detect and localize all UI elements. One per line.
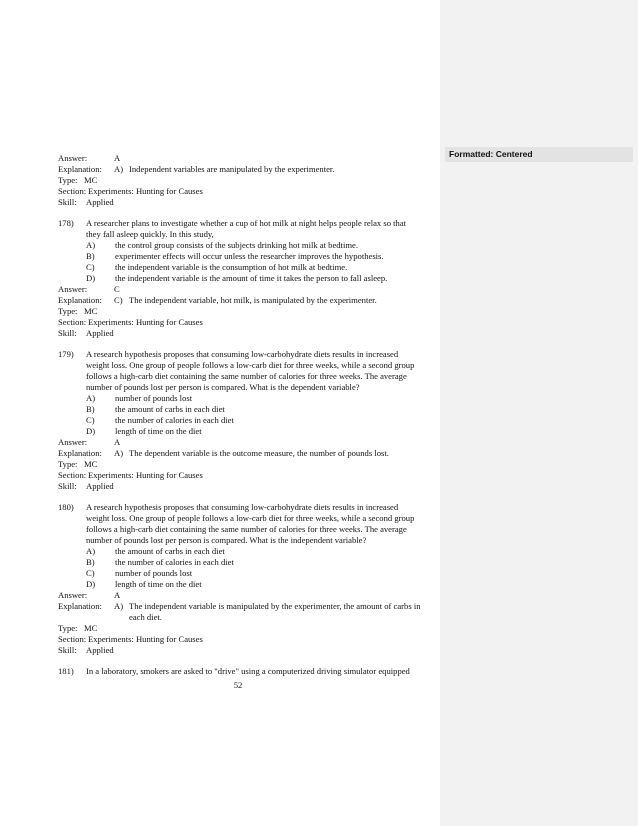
question-stem-line xyxy=(58,524,430,535)
answer-option xyxy=(58,557,430,568)
skill-line: Skill: Applied xyxy=(58,481,114,491)
answer-option xyxy=(58,251,430,262)
question-stem: A research hypothesis proposes that consuming low-carbohydrate diets results in increased xyxy=(86,349,399,359)
option-letter: A) xyxy=(86,393,96,403)
option-letter: A) xyxy=(86,240,96,250)
answer-line: Answer: C xyxy=(58,284,120,294)
option-text: the independent variable is the amount of time it takes the person to fall asleep. xyxy=(115,273,388,283)
question-stem-line xyxy=(58,371,430,382)
answer-option xyxy=(58,240,430,251)
formatting-comment-balloon[interactable] xyxy=(445,147,633,162)
question-stem: A research hypothesis proposes that consuming low-carbohydrate diets results in increased xyxy=(86,502,399,512)
question-stem: follows a high-carb diet containing the same number of calories for three weeks. The average xyxy=(86,371,407,381)
question-stem: A researcher plans to investigate whether a cup of hot milk at night helps people relax so that xyxy=(86,218,407,228)
page-number: 52 xyxy=(233,680,243,690)
question-number: 178) xyxy=(58,218,74,228)
answer-line: Answer: A xyxy=(58,590,121,600)
option-text: the number of calories in each diet xyxy=(115,557,234,567)
question-number: 179) xyxy=(58,349,74,359)
option-text: number of pounds lost xyxy=(115,393,193,403)
option-text: number of pounds lost xyxy=(115,568,193,578)
option-text: the amount of carbs in each diet xyxy=(115,404,225,414)
answer-option xyxy=(58,393,430,404)
question-stem: weight loss. One group of people follows a low-carb diet for three weeks, while a second group xyxy=(86,360,415,370)
section-line: Section: Experiments: Hunting for Causes xyxy=(58,634,203,644)
option-letter: C) xyxy=(86,262,95,272)
answer-line: Answer: A xyxy=(58,153,121,163)
document-body xyxy=(58,153,430,677)
skill-line: Skill: Applied xyxy=(58,197,114,207)
explanation-line: Explanation: A) Independent variables are manipulated by the experimenter. xyxy=(58,164,335,174)
type-line: Type: MC xyxy=(58,459,98,469)
question-list xyxy=(58,208,430,656)
option-letter: B) xyxy=(86,557,95,567)
question-stem: they fall asleep quickly. In this study, xyxy=(86,229,214,239)
option-text: the independent variable is the consumption of hot milk at bedtime. xyxy=(115,262,348,272)
explanation-line: Explanation: C) The independent variable, hot milk, is manipulated by the experimenter. xyxy=(58,295,377,305)
option-letter: D) xyxy=(86,273,96,283)
explanation-line: each diet. xyxy=(129,612,162,622)
section-line: Section: Experiments: Hunting for Causes xyxy=(58,317,203,327)
type-line: Type: MC xyxy=(58,175,98,185)
option-letter: C) xyxy=(86,568,95,578)
explanation-line: Explanation: A) The independent variable is manipulated by the experimenter, the amount of carbs in xyxy=(58,601,421,611)
skill-line: Skill: Applied xyxy=(58,328,114,338)
section-line: Section: Experiments: Hunting for Causes xyxy=(58,470,203,480)
option-text: length of time on the diet xyxy=(115,426,202,436)
option-letter: D) xyxy=(86,579,96,589)
question-number: 181) xyxy=(58,666,74,676)
question-stem-line xyxy=(58,382,430,393)
answer-option xyxy=(58,546,430,557)
question-stem-line xyxy=(58,360,430,371)
answer-option xyxy=(58,568,430,579)
question-stem-line-first xyxy=(58,218,430,229)
question-stem-line-first xyxy=(58,502,430,513)
formatting-comment-label: Formatted: Centered xyxy=(449,149,533,159)
option-letter: A) xyxy=(86,546,96,556)
question-181 xyxy=(58,666,430,677)
question-stem: In a laboratory, smokers are asked to "drive" using a computerized driving simulator equipped xyxy=(86,666,410,676)
question-stem-line xyxy=(58,229,430,240)
comment-margin xyxy=(440,0,638,826)
option-letter: D) xyxy=(86,426,96,436)
option-text: the number of calories in each diet xyxy=(115,415,234,425)
question-stem: follows a high-carb diet containing the same number of calories for three weeks. The average xyxy=(86,524,407,534)
section-line: Section: Experiments: Hunting for Causes xyxy=(58,186,203,196)
answer-option xyxy=(58,404,430,415)
option-letter: C) xyxy=(86,415,95,425)
answer-option xyxy=(58,262,430,273)
question-stem-line xyxy=(58,513,430,524)
answer-line: Answer: A xyxy=(58,437,121,447)
question-stem-line xyxy=(58,535,430,546)
skill-line: Skill: Applied xyxy=(58,645,114,655)
option-text: the amount of carbs in each diet xyxy=(115,546,225,556)
option-letter: B) xyxy=(86,404,95,414)
option-text: length of time on the diet xyxy=(115,579,202,589)
answer-value: A xyxy=(114,153,121,163)
question-stem: weight loss. One group of people follows a low-carb diet for three weeks, while a second group xyxy=(86,513,415,523)
question-stem-line-first xyxy=(58,349,430,360)
answer-option xyxy=(58,426,430,437)
option-letter: B) xyxy=(86,251,95,261)
answer-option xyxy=(58,415,430,426)
type-line: Type: MC xyxy=(58,306,98,316)
answer-option xyxy=(58,273,430,284)
option-text: experimenter effects will occur unless the researcher improves the hypothesis. xyxy=(115,251,384,261)
type-line: Type: MC xyxy=(58,623,98,633)
option-text: the control group consists of the subjects drinking hot milk at bedtime. xyxy=(115,240,358,250)
question-stem: number of pounds lost per person is compared. What is the dependent variable? xyxy=(86,382,360,392)
question-stem: number of pounds lost per person is compared. What is the independent variable? xyxy=(86,535,367,545)
question-number: 180) xyxy=(58,502,74,512)
answer-option xyxy=(58,579,430,590)
explanation-line: Explanation: A) The dependent variable is the outcome measure, the number of pounds lost. xyxy=(58,448,389,458)
